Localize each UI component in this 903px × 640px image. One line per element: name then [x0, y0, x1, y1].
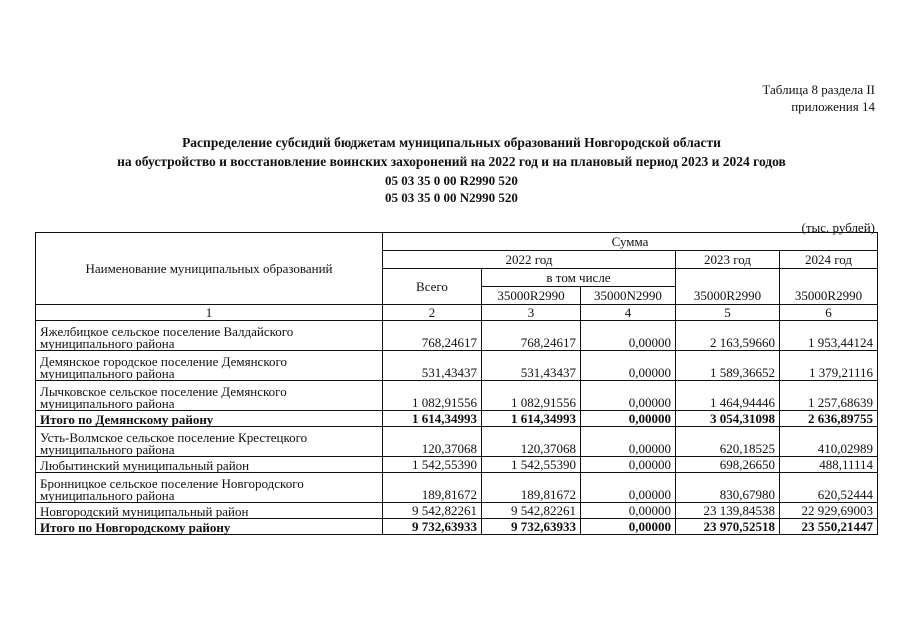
amount-2022-n2990: 0,00000: [581, 411, 676, 427]
amount-2022-n2990: 0,00000: [581, 457, 676, 473]
municipality-name-line: Лычковское сельское поселение Демянского: [40, 384, 287, 399]
municipality-name-line: Демянское городское поселение Демянского: [40, 354, 287, 369]
municipality-name: [36, 351, 383, 381]
budget-code-1: 05 03 35 0 00 R2990 520: [385, 173, 518, 188]
municipality-name: [36, 321, 383, 351]
header-municipality: Наименование муниципальных образований: [36, 233, 383, 305]
municipality-name-line: муниципального района: [40, 396, 175, 411]
municipality-name-line: муниципального района: [40, 488, 175, 503]
amount-2022-r2990: 1 542,55390: [482, 457, 581, 473]
column-number: 1: [36, 305, 383, 321]
column-number: 6: [780, 305, 878, 321]
table-reference: Таблица 8 раздела II: [762, 82, 875, 97]
amount-total: 9 732,63933: [383, 519, 482, 535]
header-code-2023: 35000R2990: [676, 269, 780, 305]
table-row: [36, 519, 878, 535]
municipality-name-line: Бронницкое сельское поселение Новгородского: [40, 476, 304, 491]
column-number: 2: [383, 305, 482, 321]
amount-2024: 22 929,69003: [780, 503, 878, 519]
municipality-name-line: муниципального района: [40, 442, 175, 457]
header-code-2024: 35000R2990: [780, 269, 878, 305]
municipality-name: [36, 411, 383, 427]
amount-2023: 2 163,59660: [676, 321, 780, 351]
amount-total: 120,37068: [383, 427, 482, 457]
column-number: 4: [581, 305, 676, 321]
municipality-name: [36, 473, 383, 503]
amount-2022-n2990: 0,00000: [581, 321, 676, 351]
amount-2023: 620,18525: [676, 427, 780, 457]
table-row: [36, 503, 878, 519]
amount-2022-r2990: 189,81672: [482, 473, 581, 503]
units-label: (тыс. рублей): [801, 220, 875, 235]
amount-2024: 1 257,68639: [780, 381, 878, 411]
amount-2022-r2990: 120,37068: [482, 427, 581, 457]
municipality-name: [36, 503, 383, 519]
municipality-name-line: муниципального района: [40, 336, 175, 351]
municipality-name-line: Яжелбицкое сельское поселение Валдайского: [40, 324, 294, 339]
amount-2024: 1 379,21116: [780, 351, 878, 381]
municipality-name-line: Итого по Новгородскому району: [40, 520, 231, 535]
amount-2023: 1 589,36652: [676, 351, 780, 381]
amount-total: 189,81672: [383, 473, 482, 503]
amount-total: 1 614,34993: [383, 411, 482, 427]
subsidy-table: [35, 232, 878, 535]
table-row: [36, 321, 878, 351]
column-number: 3: [482, 305, 581, 321]
amount-2022-n2990: 0,00000: [581, 427, 676, 457]
amount-2023: 3 054,31098: [676, 411, 780, 427]
header-total: Всего: [383, 269, 482, 305]
municipality-name-line: Итого по Демянскому району: [40, 412, 214, 427]
header-sum: Сумма: [383, 233, 878, 251]
municipality-name: [36, 427, 383, 457]
amount-2022-n2990: 0,00000: [581, 351, 676, 381]
municipality-name-line: муниципального района: [40, 366, 175, 381]
municipality-name-line: Усть-Волмское сельское поселение Крестецкого: [40, 430, 308, 445]
municipality-name: [36, 381, 383, 411]
amount-2022-r2990: 9 732,63933: [482, 519, 581, 535]
municipality-name: [36, 457, 383, 473]
budget-code-2: 05 03 35 0 00 N2990 520: [385, 190, 518, 205]
municipality-name-line: Любытинский муниципальный район: [40, 458, 250, 473]
municipality-name: [36, 519, 383, 535]
table-row: [36, 457, 878, 473]
header-code-r2990: 35000R2990: [482, 287, 581, 305]
document-title: [0, 133, 903, 171]
amount-2024: 488,11114: [780, 457, 878, 473]
amount-2022-n2990: 0,00000: [581, 473, 676, 503]
amount-2022-r2990: 768,24617: [482, 321, 581, 351]
amount-total: 531,43437: [383, 351, 482, 381]
title-line-2: на обустройство и восстановление воинских захоронений на 2022 год и на плановый период 2023 и 2024 годов: [117, 154, 786, 169]
amount-2022-r2990: 9 542,82261: [482, 503, 581, 519]
amount-total: 1 082,91556: [383, 381, 482, 411]
header-year-2022: 2022 год: [383, 251, 676, 269]
budget-codes: [0, 172, 903, 206]
amount-2023: 830,67980: [676, 473, 780, 503]
header-year-2023: 2023 год: [676, 251, 780, 269]
municipality-name-line: Новгородский муниципальный район: [40, 504, 249, 519]
amount-2024: 410,02989: [780, 427, 878, 457]
amount-2023: 698,26650: [676, 457, 780, 473]
amount-2022-r2990: 1 082,91556: [482, 381, 581, 411]
amount-2022-n2990: 0,00000: [581, 519, 676, 535]
amount-2024: 1 953,44124: [780, 321, 878, 351]
amount-total: 768,24617: [383, 321, 482, 351]
document-reference: [762, 81, 875, 115]
amount-total: 9 542,82261: [383, 503, 482, 519]
amount-2022-r2990: 1 614,34993: [482, 411, 581, 427]
amount-total: 1 542,55390: [383, 457, 482, 473]
amount-2022-n2990: 0,00000: [581, 503, 676, 519]
header-year-2024: 2024 год: [780, 251, 878, 269]
amount-2023: 1 464,94446: [676, 381, 780, 411]
table-row: [36, 411, 878, 427]
table-row: [36, 427, 878, 457]
header-including: в том числе: [482, 269, 676, 287]
amount-2023: 23 970,52518: [676, 519, 780, 535]
amount-2024: 620,52444: [780, 473, 878, 503]
title-line-1: Распределение субсидий бюджетам муниципальных образований Новгородской области: [182, 135, 721, 150]
amount-2022-r2990: 531,43437: [482, 351, 581, 381]
appendix-reference: приложения 14: [791, 99, 875, 114]
column-number: 5: [676, 305, 780, 321]
amount-2023: 23 139,84538: [676, 503, 780, 519]
amount-2024: 23 550,21447: [780, 519, 878, 535]
table-row: [36, 351, 878, 381]
table-body: [36, 321, 878, 535]
amount-2022-n2990: 0,00000: [581, 381, 676, 411]
table-row: [36, 381, 878, 411]
header-code-n2990: 35000N2990: [581, 287, 676, 305]
table-row: [36, 473, 878, 503]
amount-2024: 2 636,89755: [780, 411, 878, 427]
